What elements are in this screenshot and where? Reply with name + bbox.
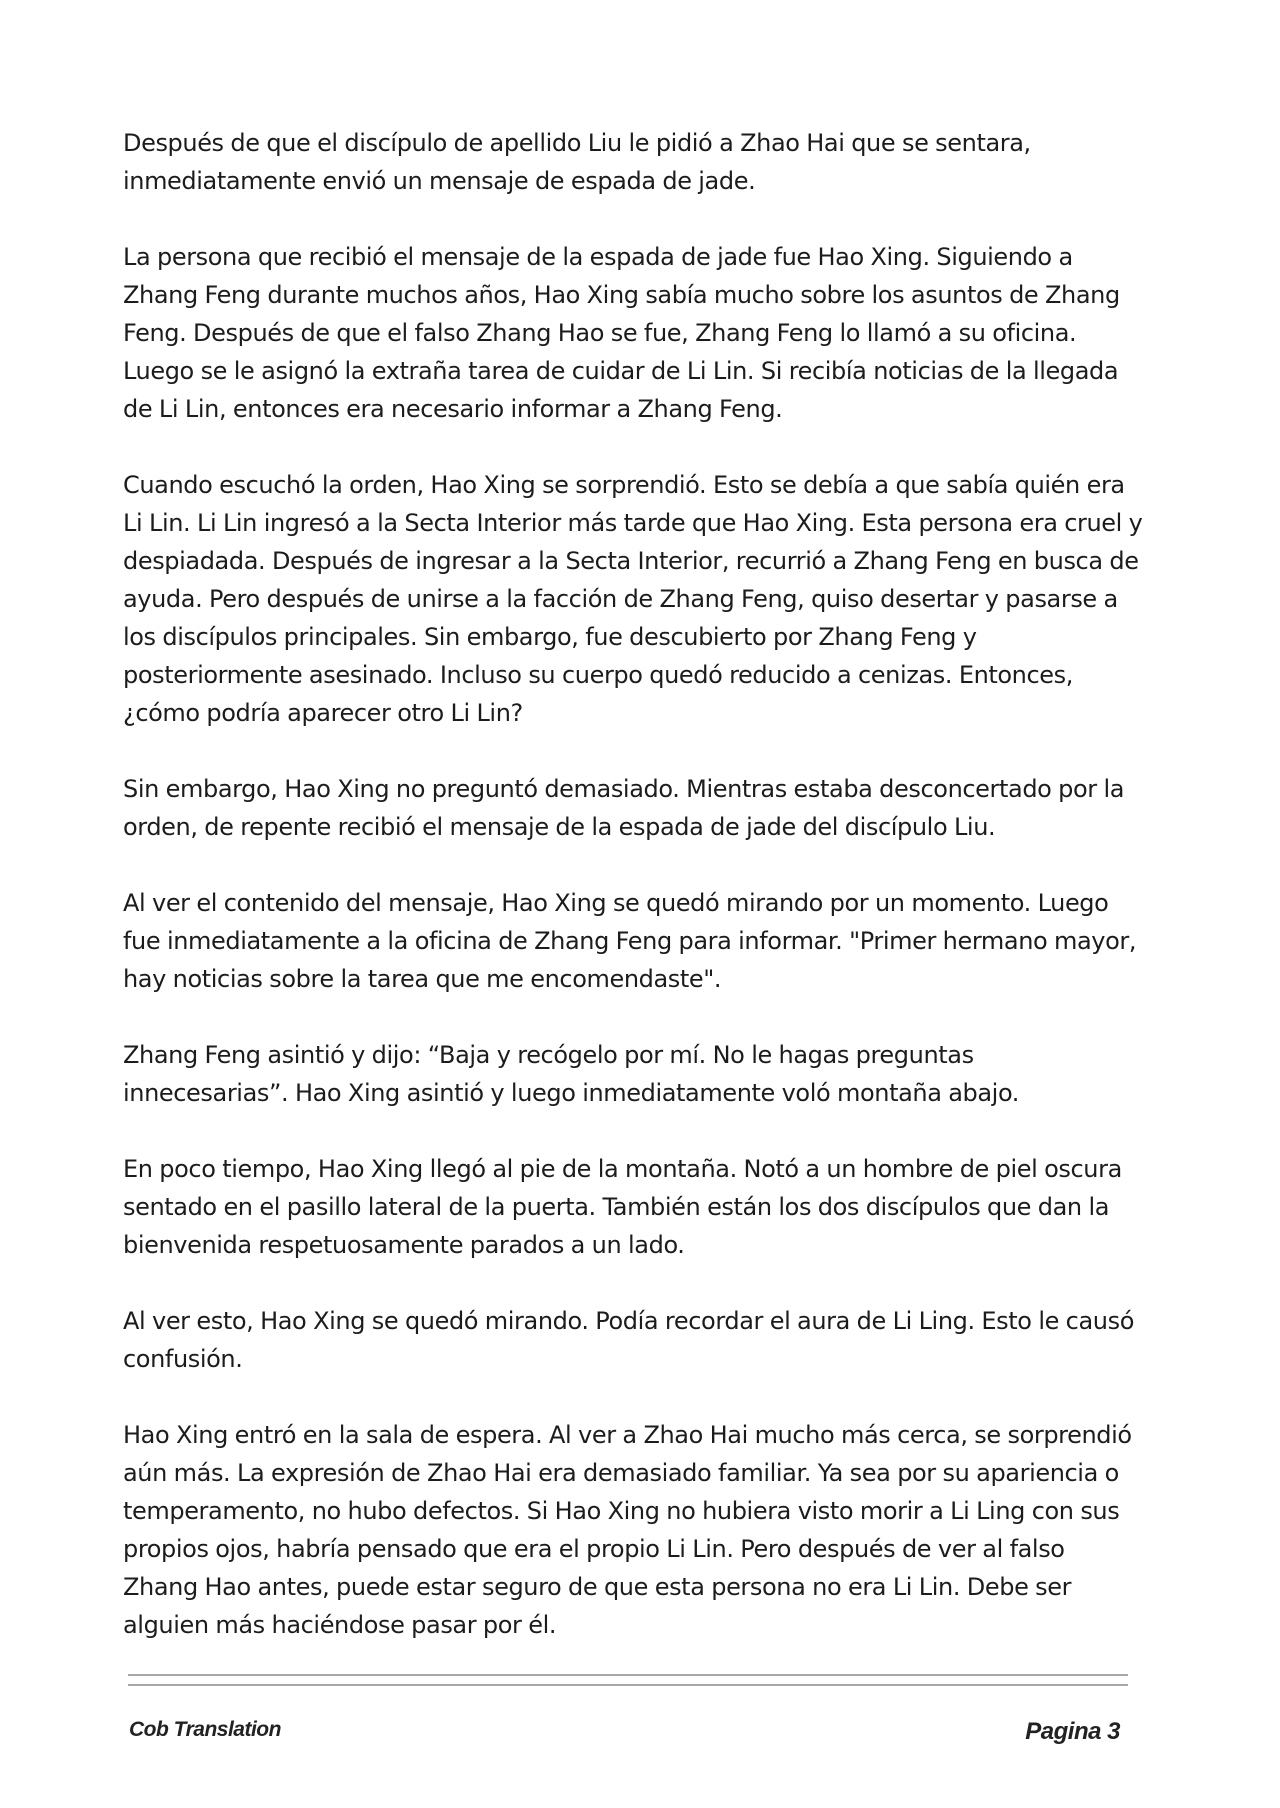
paragraph-8: Al ver esto, Hao Xing se quedó mirando. Podía recordar el aura de Li Ling. Esto le causó confusión. (123, 1307, 1134, 1373)
paragraph-1: Después de que el discípulo de apellido Liu le pidió a Zhao Hai que se sentara, inmediatamente envió un mensaje de espada de jade. (123, 129, 1031, 195)
paragraph-3: Cuando escuchó la orden, Hao Xing se sorprendió. Esto se debía a que sabía quién era Li Lin. Li Lin ingresó a la Secta Interior más tarde que Hao Xing. Esta persona era cruel y despiadada. Después de ingresar a la Secta Interior, recurrió a Zhang Feng en busca de ayuda. Pero después de unirse a la facción de Zhang Feng, quiso desertar y pasarse a los discípulos principales. Sin embargo, fue descubierto por Zhang Feng y posteriormente asesinado. Incluso su cuerpo quedó reducido a cenizas. Entonces, ¿cómo podría aparecer otro Li Lin? (123, 471, 1143, 727)
paragraph-2: La persona que recibió el mensaje de la espada de jade fue Hao Xing. Siguiendo a Zhang Feng durante muchos años, Hao Xing sabía mucho sobre los asuntos de Zhang Feng. Después de que el falso Zhang Hao se fue, Zhang Feng lo llamó a su oficina. Luego se le asignó la extraña tarea de cuidar de Li Lin. Si recibía noticias de la llegada de Li Lin, entonces era necesario informar a Zhang Feng. (123, 243, 1120, 423)
body-text (123, 124, 1143, 1682)
paragraph-5: Al ver el contenido del mensaje, Hao Xing se quedó mirando por un momento. Luego fue inmediatamente a la oficina de Zhang Feng para informar. "Primer hermano mayor, hay noticias sobre la tarea que me encomendaste". (123, 889, 1137, 993)
paragraph-6: Zhang Feng asintió y dijo: “Baja y recógelo por mí. No le hagas preguntas innecesarias”. Hao Xing asintió y luego inmediatamente voló montaña abajo. (123, 1041, 1020, 1107)
footer-divider-bottom (128, 1684, 1128, 1686)
paragraph-4: Sin embargo, Hao Xing no preguntó demasiado. Mientras estaba desconcertado por la orden, de repente recibió el mensaje de la espada de jade del discípulo Liu. (123, 775, 1125, 841)
footer-divider-top (128, 1674, 1128, 1676)
paragraph-7: En poco tiempo, Hao Xing llegó al pie de la montaña. Notó a un hombre de piel oscura sentado en el pasillo lateral de la puerta. También están los dos discípulos que dan la bienvenida respetuosamente parados a un lado. (123, 1155, 1122, 1259)
paragraph-9: Hao Xing entró en la sala de espera. Al ver a Zhao Hai mucho más cerca, se sorprendió aún más. La expresión de Zhao Hai era demasiado familiar. Ya sea por su apariencia o temperamento, no hubo defectos. Si Hao Xing no hubiera visto morir a Li Ling con sus propios ojos, habría pensado que era el propio Li Lin. Pero después de ver al falso Zhang Hao antes, puede estar seguro de que esta persona no era Li Lin. Debe ser alguien más haciéndose pasar por él. (123, 1421, 1132, 1639)
footer-page-number: Pagina 3 (1025, 1718, 1120, 1745)
footer-translator: Cob Translation (129, 1718, 281, 1741)
